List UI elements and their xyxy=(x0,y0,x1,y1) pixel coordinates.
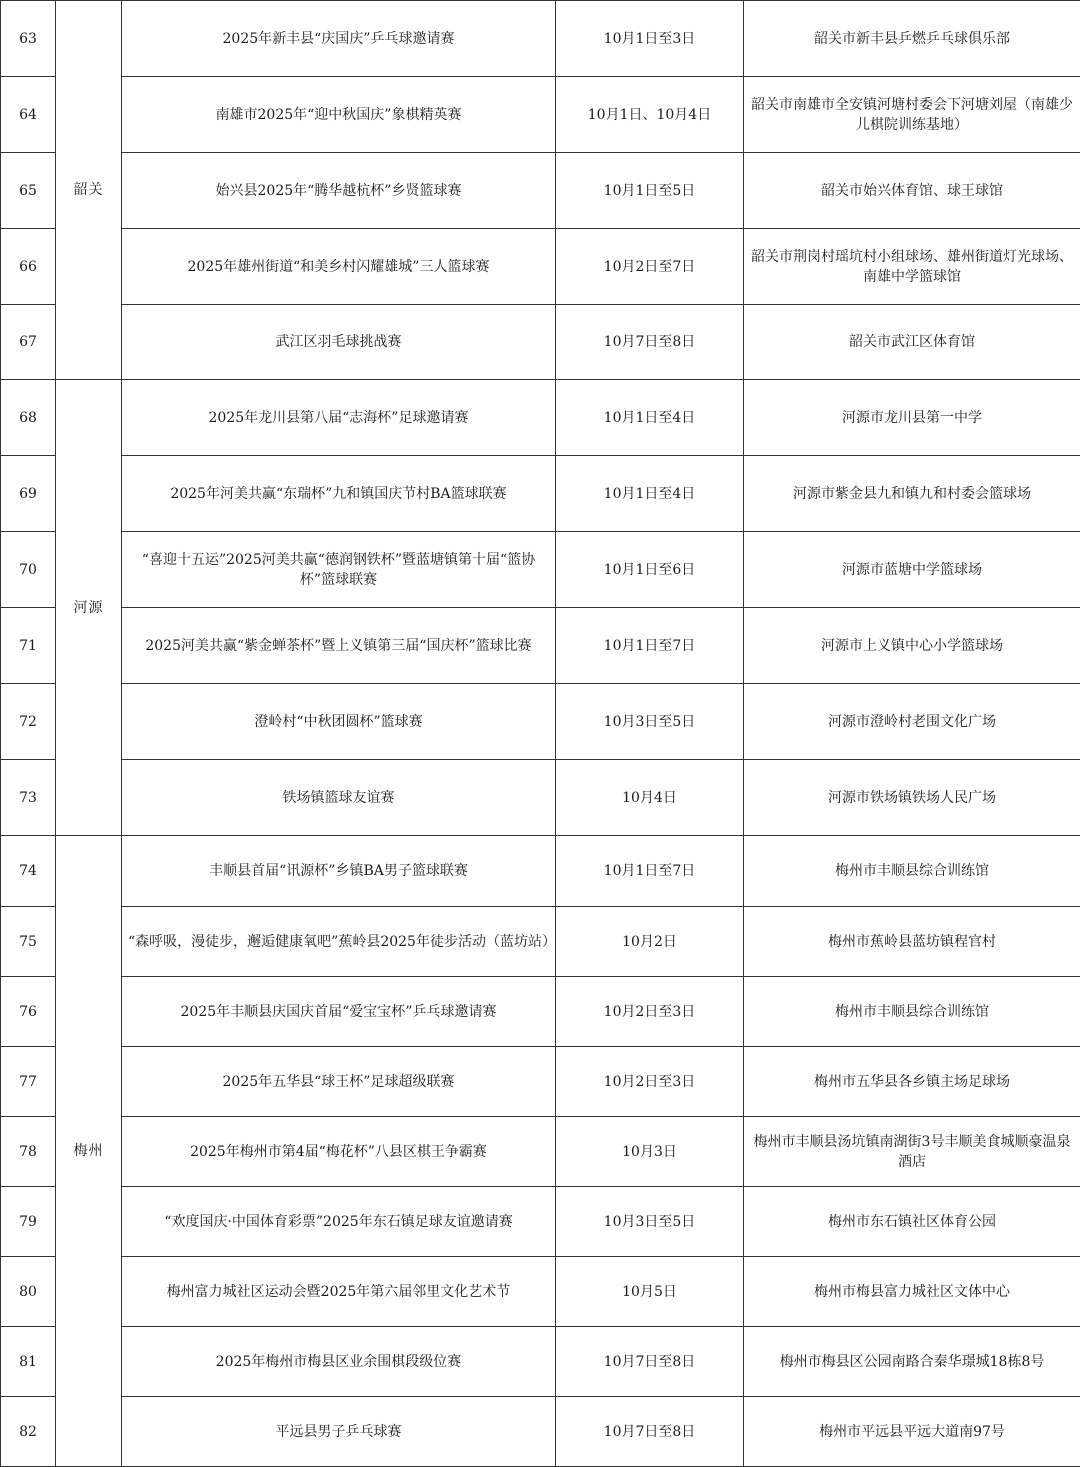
table-row xyxy=(1,1117,1080,1187)
table-row xyxy=(1,532,1080,608)
event-venue: 河源市蓝塘中学篮球场 xyxy=(744,532,1080,608)
event-name: 2025年龙川县第八届“志海杯”足球邀请赛 xyxy=(122,380,556,456)
event-name: 2025年雄州街道“和美乡村闪耀雄城”三人篮球赛 xyxy=(122,229,556,305)
event-name: 平远县男子乒乓球赛 xyxy=(122,1397,556,1467)
table-row xyxy=(1,977,1080,1047)
table-row xyxy=(1,380,1080,456)
event-date: 10月1日至7日 xyxy=(556,836,744,907)
row-number: 80 xyxy=(1,1257,56,1327)
event-date: 10月2日 xyxy=(556,907,744,977)
row-number: 74 xyxy=(1,836,56,907)
table-row xyxy=(1,684,1080,760)
event-date: 10月3日至5日 xyxy=(556,1187,744,1257)
table-row xyxy=(1,1397,1080,1467)
event-name: 2025年梅州市第4届“梅花杯”八县区棋王争霸赛 xyxy=(122,1117,556,1187)
table-row xyxy=(1,153,1080,229)
table-row xyxy=(1,229,1080,305)
event-date: 10月2日至7日 xyxy=(556,229,744,305)
table-row xyxy=(1,1257,1080,1327)
event-venue: 梅州市平远县平远大道南97号 xyxy=(744,1397,1080,1467)
event-name: “森呼吸，漫徒步，邂逅健康氧吧”蕉岭县2025年徒步活动（蓝坊站） xyxy=(122,907,556,977)
row-number: 68 xyxy=(1,380,56,456)
event-name: 2025年丰顺县庆国庆首届“爱宝宝杯”乒乓球邀请赛 xyxy=(122,977,556,1047)
event-name: 丰顺县首届“讯源杯”乡镇BA男子篮球联赛 xyxy=(122,836,556,907)
event-venue: 梅州市东石镇社区体育公园 xyxy=(744,1187,1080,1257)
event-date: 10月1日至6日 xyxy=(556,532,744,608)
event-date: 10月7日至8日 xyxy=(556,305,744,380)
event-name: “欢度国庆·中国体育彩票”2025年东石镇足球友谊邀请赛 xyxy=(122,1187,556,1257)
event-venue: 梅州市丰顺县综合训练馆 xyxy=(744,836,1080,907)
row-number: 72 xyxy=(1,684,56,760)
event-name: 2025年河美共赢“东瑞杯”九和镇国庆节村BA篮球联赛 xyxy=(122,456,556,532)
table-row xyxy=(1,1047,1080,1117)
table-row xyxy=(1,1327,1080,1397)
event-name: 2025年五华县“球王杯”足球超级联赛 xyxy=(122,1047,556,1117)
event-date: 10月1日至7日 xyxy=(556,608,744,684)
table-row xyxy=(1,77,1080,153)
table-row xyxy=(1,1,1080,77)
event-date: 10月5日 xyxy=(556,1257,744,1327)
event-venue: 梅州市丰顺县综合训练馆 xyxy=(744,977,1080,1047)
event-venue: 河源市龙川县第一中学 xyxy=(744,380,1080,456)
event-name: 铁场镇篮球友谊赛 xyxy=(122,760,556,836)
event-date: 10月4日 xyxy=(556,760,744,836)
event-date: 10月1日、10月4日 xyxy=(556,77,744,153)
event-name: 梅州富力城社区运动会暨2025年第六届邻里文化艺术节 xyxy=(122,1257,556,1327)
row-number: 70 xyxy=(1,532,56,608)
row-number: 64 xyxy=(1,77,56,153)
row-number: 77 xyxy=(1,1047,56,1117)
table-row xyxy=(1,836,1080,907)
table-row xyxy=(1,305,1080,380)
row-number: 76 xyxy=(1,977,56,1047)
row-number: 82 xyxy=(1,1397,56,1467)
city-cell: 韶关 xyxy=(56,1,122,380)
row-number: 66 xyxy=(1,229,56,305)
event-name: 南雄市2025年“迎中秋国庆”象棋精英赛 xyxy=(122,77,556,153)
event-venue: 韶关市始兴体育馆、球王球馆 xyxy=(744,153,1080,229)
row-number: 78 xyxy=(1,1117,56,1187)
event-date: 10月1日至4日 xyxy=(556,456,744,532)
event-date: 10月3日至5日 xyxy=(556,684,744,760)
event-venue: 韶关市新丰县乒燃乒乓球俱乐部 xyxy=(744,1,1080,77)
row-number: 71 xyxy=(1,608,56,684)
city-cell: 梅州 xyxy=(56,836,122,1467)
event-date: 10月2日至3日 xyxy=(556,1047,744,1117)
event-venue: 河源市上义镇中心小学篮球场 xyxy=(744,608,1080,684)
row-number: 79 xyxy=(1,1187,56,1257)
row-number: 63 xyxy=(1,1,56,77)
city-cell: 河源 xyxy=(56,380,122,836)
event-venue: 梅州市蕉岭县蓝坊镇程官村 xyxy=(744,907,1080,977)
event-date: 10月1日至3日 xyxy=(556,1,744,77)
event-name: “喜迎十五运”2025河美共赢“德润钢铁杯”暨蓝塘镇第十届“篮协杯”篮球联赛 xyxy=(122,532,556,608)
event-date: 10月1日至5日 xyxy=(556,153,744,229)
row-number: 73 xyxy=(1,760,56,836)
event-venue: 韶关市武江区体育馆 xyxy=(744,305,1080,380)
row-number: 69 xyxy=(1,456,56,532)
event-venue: 河源市澄岭村老围文化广场 xyxy=(744,684,1080,760)
event-venue: 韶关市荆岗村瑶坑村小组球场、雄州街道灯光球场、南雄中学篮球馆 xyxy=(744,229,1080,305)
event-venue: 梅州市丰顺县汤坑镇南湖街3号丰顺美食城顺豪温泉酒店 xyxy=(744,1117,1080,1187)
row-number: 65 xyxy=(1,153,56,229)
event-name: 始兴县2025年“腾华越杭杯”乡贤篮球赛 xyxy=(122,153,556,229)
event-name: 2025年新丰县“庆国庆”乒乓球邀请赛 xyxy=(122,1,556,77)
table-row xyxy=(1,1187,1080,1257)
event-name: 2025河美共赢“紫金蝉茶杯”暨上义镇第三届“国庆杯”篮球比赛 xyxy=(122,608,556,684)
event-name: 澄岭村“中秋团圆杯”篮球赛 xyxy=(122,684,556,760)
event-venue: 河源市铁场镇铁场人民广场 xyxy=(744,760,1080,836)
event-date: 10月7日至8日 xyxy=(556,1327,744,1397)
table-row xyxy=(1,608,1080,684)
event-date: 10月2日至3日 xyxy=(556,977,744,1047)
row-number: 67 xyxy=(1,305,56,380)
event-venue: 韶关市南雄市全安镇河塘村委会下河塘刘屋（南雄少儿棋院训练基地） xyxy=(744,77,1080,153)
row-number: 81 xyxy=(1,1327,56,1397)
event-venue: 梅州市梅县区公园南路合秦华璟城18栋8号 xyxy=(744,1327,1080,1397)
event-venue: 梅州市五华县各乡镇主场足球场 xyxy=(744,1047,1080,1117)
event-name: 武江区羽毛球挑战赛 xyxy=(122,305,556,380)
event-date: 10月7日至8日 xyxy=(556,1397,744,1467)
table-row xyxy=(1,907,1080,977)
row-number: 75 xyxy=(1,907,56,977)
event-venue: 梅州市梅县富力城社区文体中心 xyxy=(744,1257,1080,1327)
table-row xyxy=(1,760,1080,836)
event-date: 10月3日 xyxy=(556,1117,744,1187)
event-name: 2025年梅州市梅县区业余围棋段级位赛 xyxy=(122,1327,556,1397)
event-venue: 河源市紫金县九和镇九和村委会篮球场 xyxy=(744,456,1080,532)
event-date: 10月1日至4日 xyxy=(556,380,744,456)
table-row xyxy=(1,456,1080,532)
